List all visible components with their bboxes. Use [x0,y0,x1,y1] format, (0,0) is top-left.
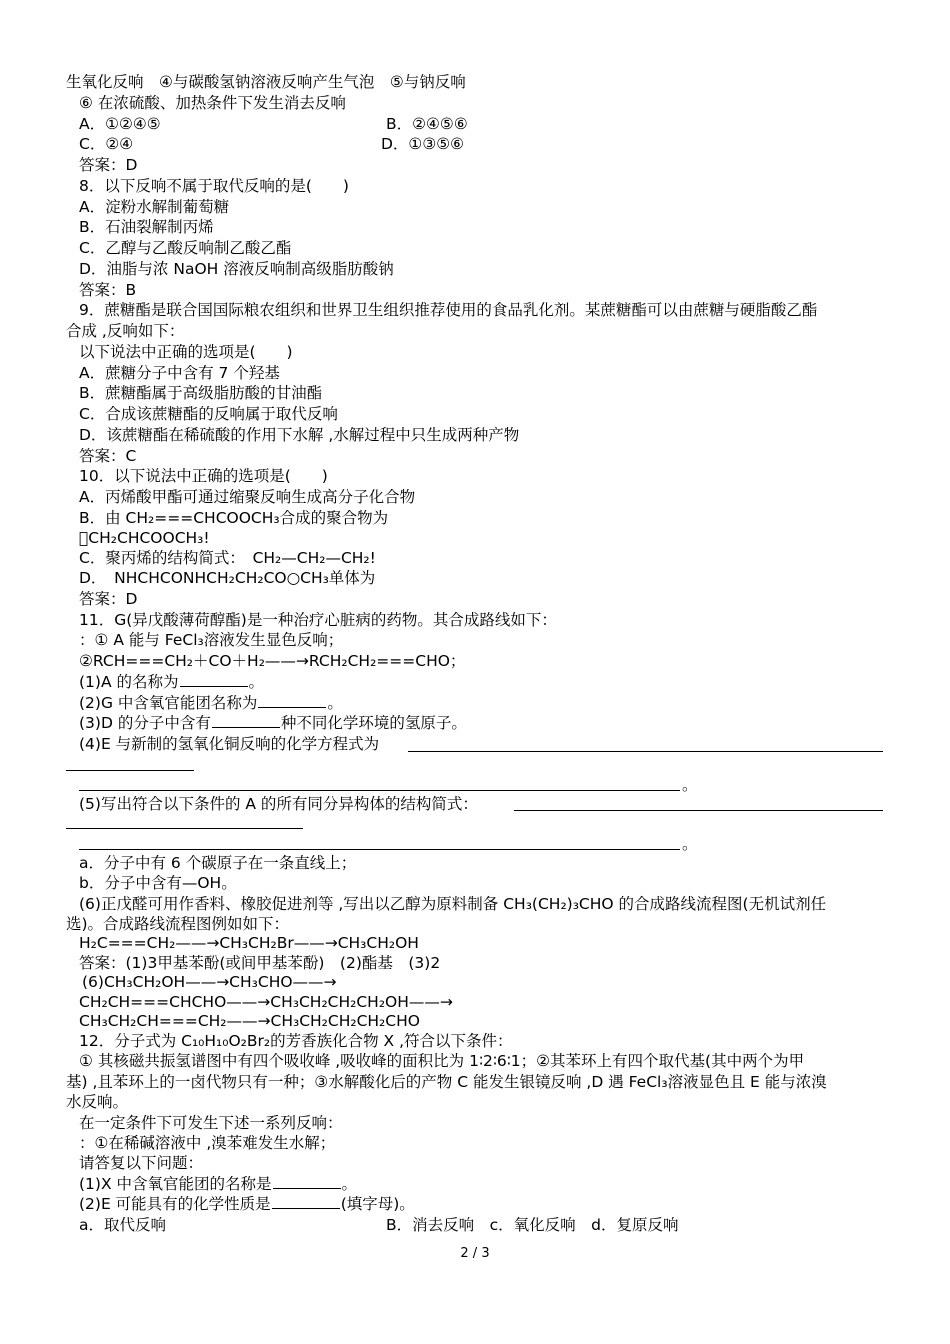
text-line: 请答复以下问题： [79,1154,204,1172]
answer-blank [272,1194,340,1209]
text-line: ：①在稀碱溶液中 ,溴苯难发生水解； [79,1134,336,1152]
options-bcd: B．消去反响 c．氧化反响 d．复原反响 [386,1216,679,1234]
answer: 答案：B [79,281,137,299]
answer: 答案：(1)3甲基苯酚(或间甲基苯酚) (2)酯基 (3)2 [79,954,441,972]
question-12: 12．分子式为 C₁₀H₁₀O₂Br₂的芳香族化合物 X ,符合以下条件： [79,1032,513,1050]
text-line: ① 其核磁共振氢谱图中有四个吸收峰 ,吸收峰的面积比为 1∶2∶6∶1；②其苯环上有四个取代基(其中两个为甲 [79,1052,805,1070]
text-line: ②RCH===CH₂＋CO＋H₂——→RCH₂CH₂===CHO； [79,652,466,670]
option-a: a．取代反响 [79,1216,166,1234]
option-d: D．①③⑤⑥ [381,135,465,153]
answer-line [514,810,883,811]
option-c: C．聚丙烯的结构简式： CH₂—CH₂—CH₂! [79,549,376,567]
option-a: A．淀粉水解制葡萄糖 [79,198,230,216]
option-a: A．蔗糖分子中含有 7 个羟基 [79,364,280,382]
answer-line [66,770,194,771]
option-b: B．蔗糖酯属于高级脂肪酸的甘油酯 [79,384,323,402]
answer-blank [273,1174,341,1189]
answer: (6)CH₃CH₂OH——→CH₃CHO——→ [82,973,337,991]
sub-question: (6)正戊醛可用作香料、橡胶促进剂等 ,写出以乙醇为原料制备 CH₃(CH₂)₃CHO 的合成路线流程图(无机试剂任 [79,895,827,913]
text-line: 以下说法中正确的选项是( ) [79,343,293,361]
page-number: 2 / 3 [460,1246,490,1261]
answer-line [408,751,883,752]
option-c: C．乙醇与乙酸反响制乙酸乙酯 [79,239,292,257]
text-period: 。 [682,835,698,853]
text-line: b．分子中含有—OH。 [79,874,237,892]
option-a: A．①②④⑤ [79,115,161,133]
text-line: 在一定条件下可发生下述一系列反响： [79,1114,343,1132]
option-d: D． NHCHCONHCH₂CH₂CO○CH₃单体为 [79,569,376,587]
text-line: 基) ,且苯环上的一卤代物只有一种；③水解酸化后的产物 C 能发生银镜反响 ,D 遇 FeCl₃溶液显色且 E 能与浓溴 [66,1073,827,1091]
sub-question: (4)E 与新制的氢氧化铜反响的化学方程式为 [79,735,380,753]
option-b: B．②④⑤⑥ [386,115,468,133]
sub-question: (2)G 中含氧官能团名称为 。 [79,694,343,712]
sub-question: (3)D 的分子中含有 种不同化学环境的氢原子。 [79,714,467,732]
option-a: A．丙烯酸甲酯可通过缩聚反响生成高分子化合物 [79,488,416,506]
option-d: D．该蔗糖酯在稀硫酸的作用下水解 ,水解过程中只生成两种产物 [79,426,520,444]
text-period: 。 [682,776,698,794]
text-line: 生氧化反响 ④与碳酸氢钠溶液反响产生气泡 ⑤与钠反响 [66,73,466,91]
text-line: a．分子中有 6 个碳原子在一条直线上； [79,854,357,872]
question-9: 9．蔗糖酯是联合国国际粮农组织和世界卫生组织推荐使用的食品乳化剂。某蔗糖酯可以由蔗糖与硬脂酸乙酯 [79,301,818,319]
answer-blank [258,693,326,708]
sub-question: (5)写出符合以下条件的 A 的所有同分异构体的结构简式： [79,795,478,813]
question-8: 8．以下反响不属于取代反响的是( ) [79,177,349,195]
text-line: 水反响。 [66,1093,129,1111]
answer-line [79,790,680,791]
sub-question: (2)E 可能具有的化学性质是 (填字母)。 [79,1195,415,1213]
option-d: D．油脂与浓 NaOH 溶液反响制高级脂肪酸钠 [79,260,394,278]
question-11: 11．G(异戊酸薄荷醇酯)是一种治疗心脏病的药物。其合成路线如下： [79,611,557,629]
answer: 答案：C [79,447,137,465]
text-line: H₂C===CH₂——→CH₃CH₂Br——→CH₃CH₂OH [79,934,419,952]
answer: 答案：D [79,156,138,174]
answer: CH₂CH===CHCHO——→CH₃CH₂CH₂CH₂OH——→ [79,993,453,1011]
question-10: 10．以下说法中正确的选项是( ) [79,467,328,485]
text-line: 选)。合成路线流程图例如如下： [66,915,290,933]
option-b: B．石油裂解制丙烯 [79,218,214,236]
sub-question: (1)X 中含氧官能团的名称是 。 [79,1175,358,1193]
option-c: C．②④ [79,135,134,153]
answer-line [66,828,303,829]
sub-question: (1)A 的名称为 。 [79,673,265,691]
text-line: ⑥ 在浓硫酸、加热条件下发生消去反响 [79,94,346,112]
text-line:  CH₂CHCOOCH₃! [79,529,210,547]
text-line: ：① A 能与 FeCl₃溶液发生显色反响； [79,631,344,649]
answer-blank [180,672,248,687]
option-c: C．合成该蔗糖酯的反响属于取代反响 [79,405,338,423]
answer: 答案：D [79,590,138,608]
option-b: B．由 CH₂===CHCOOCH₃合成的聚合物为 [79,509,389,527]
text-line: 合成 ,反响如下： [66,322,185,340]
answer-line [79,849,680,850]
answer: CH₃CH₂CH===CH₂——→CH₃CH₂CH₂CH₂CHO [79,1012,420,1030]
answer-blank [212,713,280,728]
